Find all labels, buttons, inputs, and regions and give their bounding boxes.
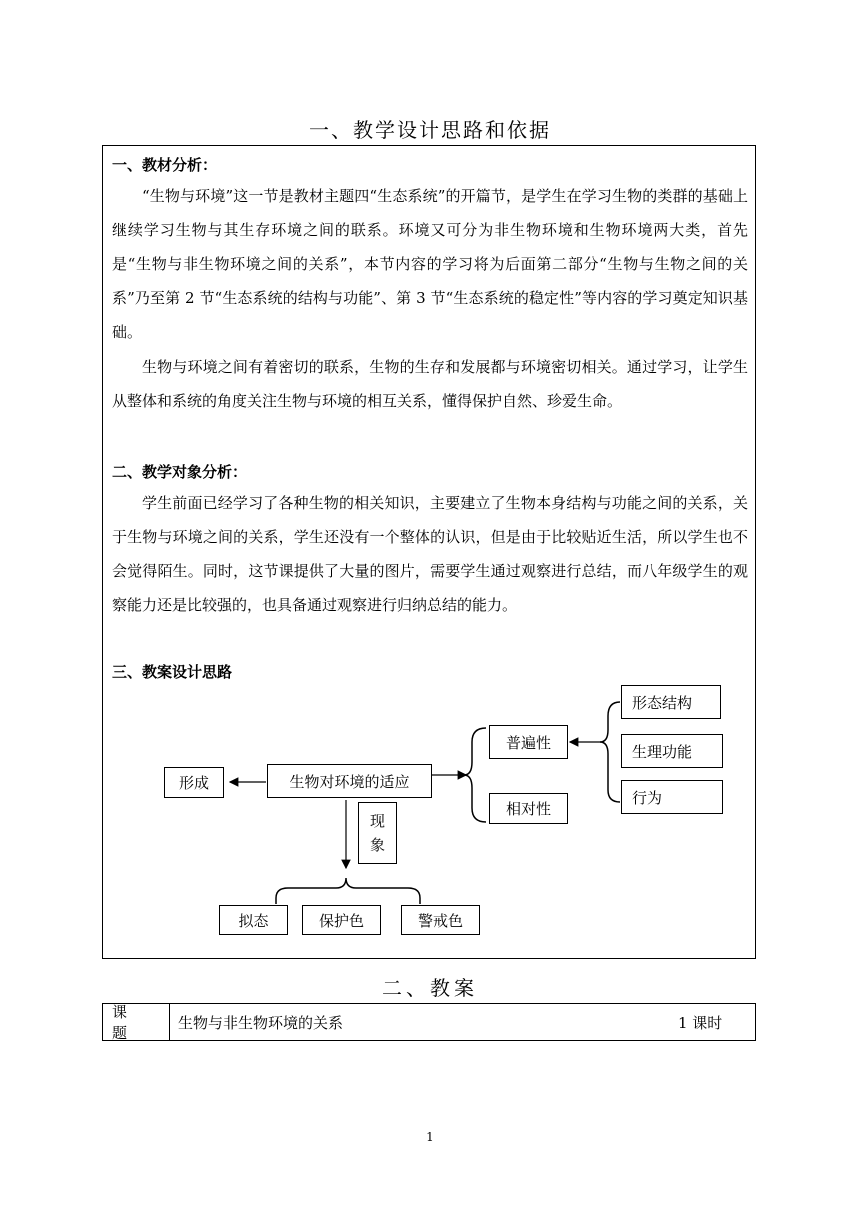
phenomenon-char-2: 象 [369, 836, 385, 854]
heading-textbook-analysis: 一、教材分析： [112, 156, 218, 174]
class-hours: 1 课时 [678, 1013, 723, 1032]
node-physiology: 生理功能 [621, 734, 723, 768]
node-behavior: 行为 [621, 780, 723, 814]
node-formation: 形成 [164, 767, 224, 798]
node-universality: 普遍性 [489, 725, 568, 759]
node-adaptation: 生物对环境的适应 [267, 764, 432, 798]
node-warning-color: 警戒色 [401, 905, 480, 935]
section-title-lesson-plan: 二、教案 [382, 976, 478, 1000]
node-morphology: 形态结构 [621, 685, 721, 719]
node-mimicry: 拟态 [219, 905, 288, 935]
heading-design-idea: 三、教案设计思路 [112, 663, 233, 681]
topic-value: 生物与非生物环境的关系 [178, 1013, 344, 1032]
heading-student-analysis: 二、教学对象分析： [112, 463, 248, 481]
phenomenon-char-1: 现 [369, 812, 385, 830]
paragraph-textbook-analysis-2: 生物与环境之间有着密切的联系，生物的生存和发展都与环境密切相关。通过学习，让学生从整体和系统的角度关注生物与环境的相互关系，懂得保护自然、珍爱生命。 [112, 358, 748, 410]
paragraph-student-analysis: 学生前面已经学习了各种生物的相关知识，主要建立了生物本身结构与功能之间的关系，关于生物与环境之间的关系，学生还没有一个整体的认识，但是由于比较贴近生活，所以学生也不会觉得陌生。同时，这节课提供了大量的图片，需要学生通过观察进行总结，而八年级学生的观察能力还是比较强的，也具备通过观察进行归纳总结的能力。 [112, 494, 748, 614]
page-number: 1 [426, 1130, 434, 1144]
node-protective-color: 保护色 [302, 905, 381, 935]
topic-label: 课题 [102, 1003, 170, 1041]
node-phenomenon [358, 802, 397, 864]
paragraph-textbook-analysis-1: “生物与环境”这一节是教材主题四“生态系统”的开篇节，是学生在学习生物的类群的基础上继续学习生物与其生存环境之间的联系。环境又可分为非生物环境和生物环境两大类，首先是“生物与非生物环境之间的关系”，本节内容的学习将为后面第二部分“生物与生物之间的关系”乃至第 2 节“生态系统的结构与功能”、第 3 节“生态系统的稳定性”等内容的学习奠定知识基础。 [112, 187, 748, 341]
node-relativity: 相对性 [489, 793, 568, 824]
page-title: 一、教学设计思路和依据 [309, 118, 551, 142]
